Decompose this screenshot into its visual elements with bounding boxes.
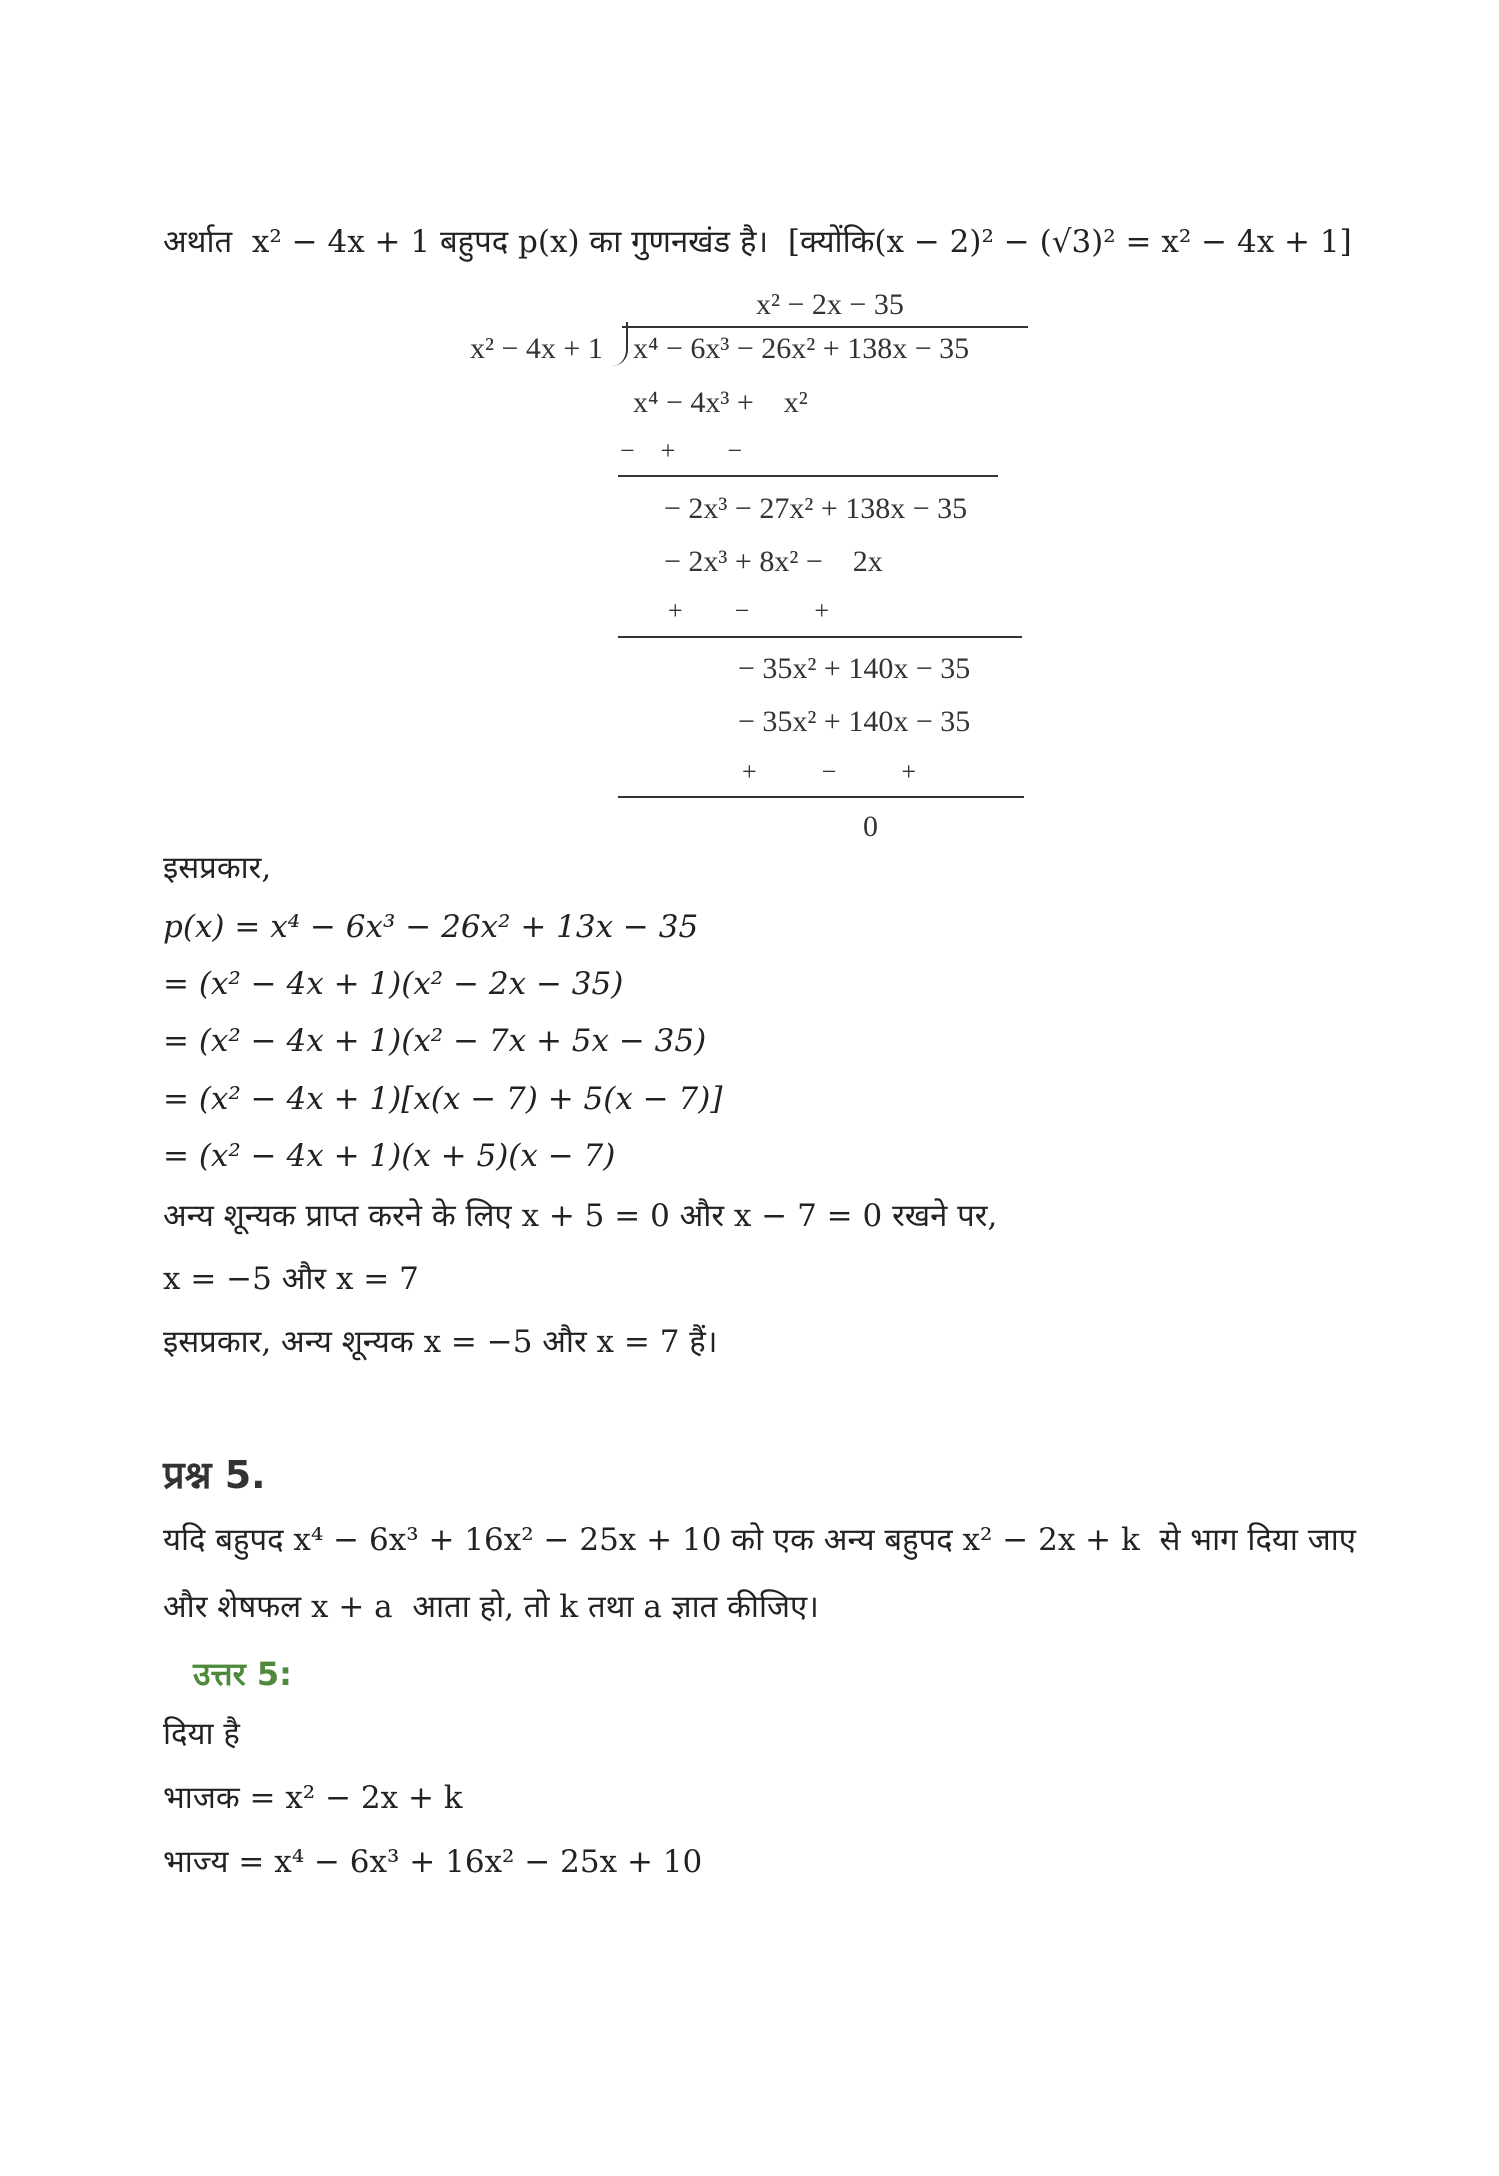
division-top-rule (622, 326, 1028, 328)
division-remainder1: − 2x³ − 27x² + 138x − 35 (664, 492, 968, 525)
text-line: x = −5 और x = 7 (163, 1261, 419, 1297)
question-heading: प्रश्न 5. (163, 1453, 266, 1497)
division-step3: − 35x² + 140x − 35 (738, 705, 971, 738)
equation-line: = (x² − 4x + 1)(x + 5)(x − 7) (163, 1138, 616, 1174)
question-text-line2: और शेषफल x + a आता हो, तो k तथा a ज्ञात कीजिए। (163, 1589, 819, 1625)
equation-line: p(x) = x⁴ − 6x³ − 26x² + 13x − 35 (163, 909, 699, 945)
text-line: इसप्रकार, (163, 850, 272, 886)
division-step1: x⁴ − 4x³ + x² (633, 386, 808, 419)
answer-heading: उत्तर 5: (193, 1655, 292, 1693)
division-quotient: x² − 2x − 35 (756, 288, 904, 321)
equation-line: = (x² − 4x + 1)(x² − 7x + 5x − 35) (163, 1023, 707, 1059)
division-signs3: + − + (742, 757, 916, 786)
division-signs2: + − + (668, 596, 829, 625)
answer-dividend: भाज्य = x⁴ − 6x³ + 16x² − 25x + 10 (163, 1844, 703, 1880)
answer-given: दिया है (163, 1716, 240, 1752)
intro-paragraph: अर्थात x² − 4x + 1 बहुपद p(x) का गुणनखंड है। [क्योंकि(x − 2)² − (√3)² = x² − 4x + 1] (163, 224, 1352, 260)
text-line: अन्य शून्यक प्राप्त करने के लिए x + 5 = 0 और x − 7 = 0 रखने पर, (163, 1198, 998, 1234)
equation-line: = (x² − 4x + 1)(x² − 2x − 35) (163, 966, 624, 1002)
division-remainder3: 0 (863, 810, 878, 843)
division-divisor: x² − 4x + 1 (470, 332, 603, 365)
division-dividend: x⁴ − 6x³ − 26x² + 138x − 35 (633, 332, 970, 365)
division-rule-3 (618, 796, 1024, 798)
answer-divisor: भाजक = x² − 2x + k (163, 1780, 463, 1816)
division-rule-2 (618, 636, 1022, 638)
equation-line: = (x² − 4x + 1)[x(x − 7) + 5(x − 7)] (163, 1081, 723, 1117)
division-step2: − 2x³ + 8x² − 2x (664, 545, 883, 578)
question-text-line1: यदि बहुपद x⁴ − 6x³ + 16x² − 25x + 10 को एक अन्य बहुपद x² − 2x + k से भाग दिया जाए (163, 1522, 1356, 1558)
division-rule-1 (618, 475, 998, 477)
division-signs1: − + − (620, 436, 742, 465)
division-bracket (612, 322, 628, 366)
text-line: इसप्रकार, अन्य शून्यक x = −5 और x = 7 हैं। (163, 1324, 718, 1360)
division-remainder2: − 35x² + 140x − 35 (738, 652, 971, 685)
